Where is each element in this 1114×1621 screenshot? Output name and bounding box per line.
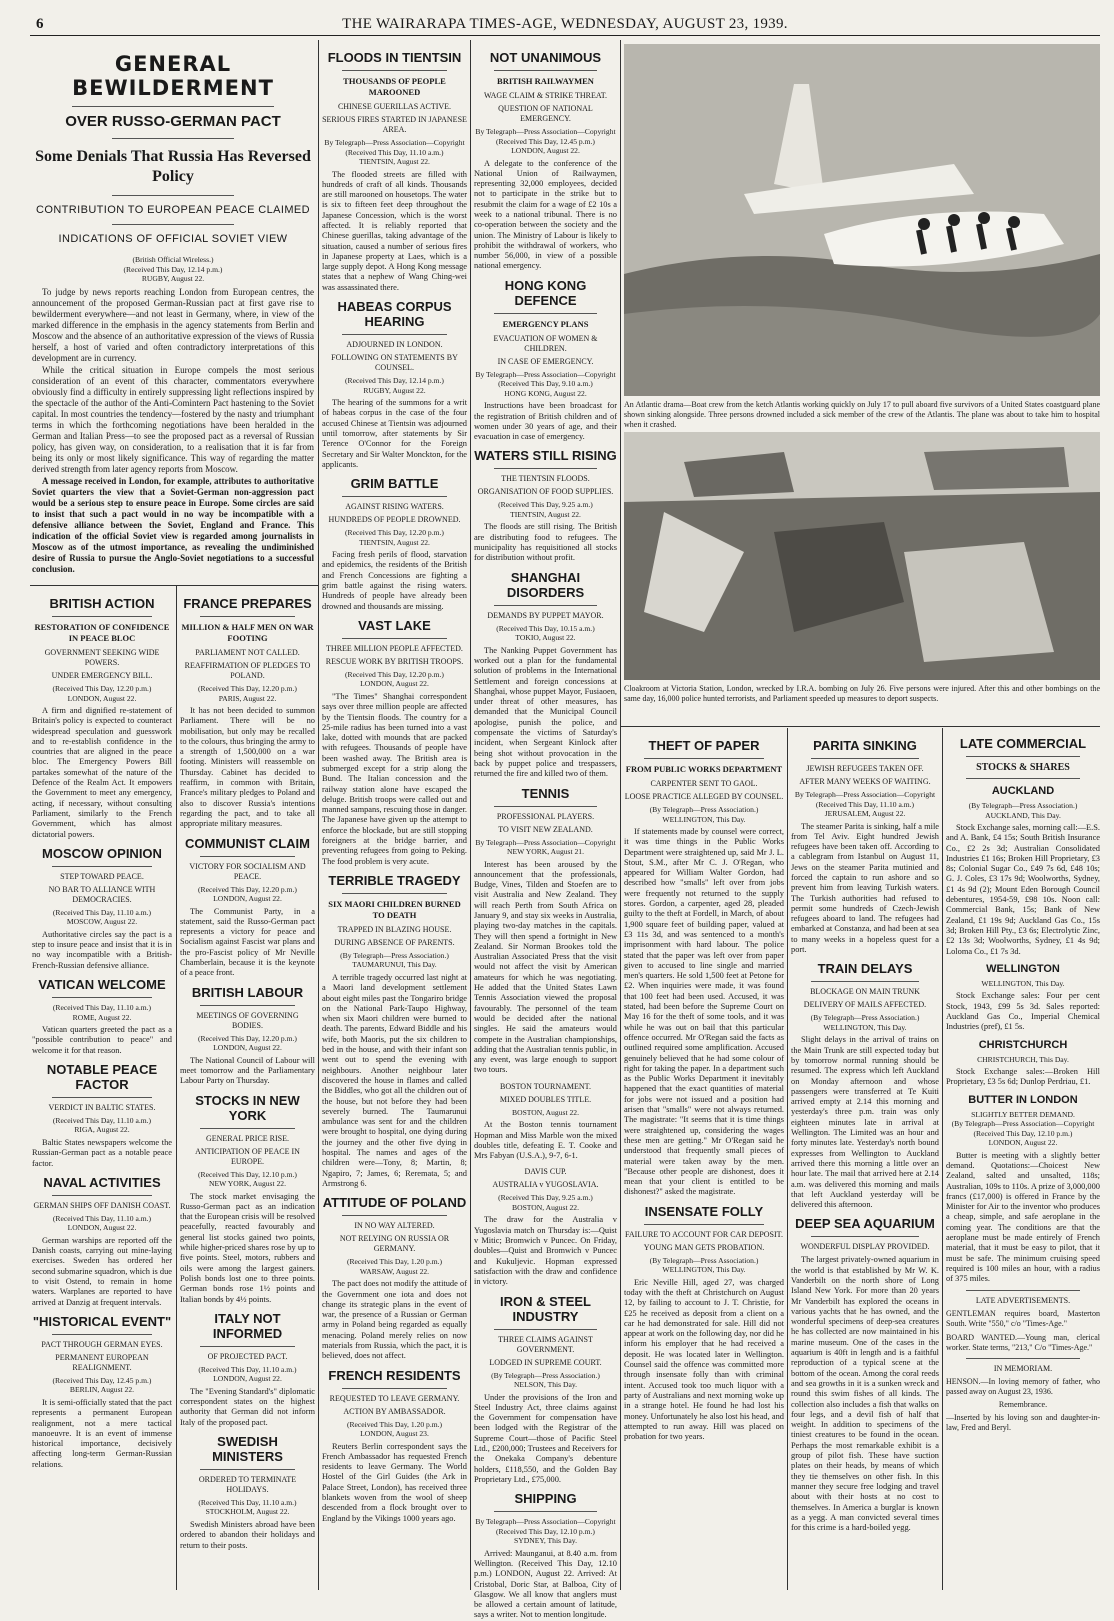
divider <box>342 1215 447 1216</box>
lead-body <box>32 287 314 575</box>
article-deck: VICTORY FOR SOCIALISM AND PEACE. <box>189 861 306 881</box>
article <box>322 618 467 867</box>
article-deck: WAGE CLAIM & STRIKE THREAT. <box>483 91 608 100</box>
article-deck: LOOSE PRACTICE ALLEGED BY COUNSEL. <box>624 792 784 801</box>
article-subhead: BRITISH RAILWAYMEN <box>497 76 594 86</box>
article-body: The Communist Party, in a statement, said the Russo-German pact represents a victory for peace and Socialism against Fascist war plans and the pro-Fascist policy of Mr Neville Chamberlain, because it is the keynote of a peace front. <box>180 906 315 978</box>
article-deck: DELIVERY OF MAILS AFFECTED. <box>803 1000 927 1010</box>
article-headline: NAVAL ACTIVITIES <box>43 1174 161 1190</box>
divider <box>200 856 295 857</box>
article-deck: THREE CLAIMS AGAINST GOVERNMENT. <box>498 1334 593 1354</box>
article-body: The flooded streets are filled with hundreds of craft of all kinds. Thousands are still marooned on housetops. The water is six to fifteen feet deep throughout the Japanese Concession, which is the worst affected. It is reliably reported that Chinese guerillas, taking advantage of the situation, caused a number of serious fires in Japanese property at Laes, which is a large supply depot. A Hong Kong message states that a nephew of Wang Ching-wei was assassinated there. <box>322 169 467 292</box>
article <box>180 985 315 1087</box>
divider <box>200 1005 295 1006</box>
article <box>180 1093 315 1305</box>
article-dateline: BOSTON, August 22. <box>512 1107 579 1117</box>
article-headline: BRITISH LABOUR <box>191 984 304 1000</box>
article-dateline: (Received This Day, 11.10 a.m.) LONDON, August 22. <box>198 1364 297 1384</box>
article-body: Baltic States newspapers welcome the Russian-German pact as a notable peace factor. <box>32 1137 172 1168</box>
column-rule <box>318 40 319 1590</box>
article-headline: PARITA SINKING <box>813 738 917 753</box>
article <box>624 738 784 1198</box>
divider <box>494 1511 597 1512</box>
column-rule <box>176 585 177 1590</box>
divider <box>811 1236 919 1237</box>
article-dateline: (Received This Day, 11.10 a.m.) LONDON, August 22. <box>52 1213 152 1233</box>
article <box>474 786 617 1076</box>
article-deck: ADJOURNED IN LONDON. <box>346 340 443 350</box>
article-deck: ORDERED TO TERMINATE HOLIDAYS. <box>198 1474 297 1494</box>
article-body: Eric Neville Hill, aged 27, was charged today with the theft at Christchurch on August 12, by failing to account to J. T. Christie, for £25 he received as deposit from a client on a car he had demonstrated for sale. Hill did not appear at work on the following day, nor did he inform his employer that he had received a deposit. He was located later in Wellington. Counsel said the offence was committed more through insensate folly than with criminal intent. Accused took too much liquor with a party of Australians and next morning woke up in a strange hotel. He found he had lost his money. Unfortunately he also lost his head, and attempted to run away. Hill was placed on probation for two years. <box>624 1277 784 1442</box>
article-dateline: (Received This Day, 11.10 a.m.) MOSCOW, August 22. <box>52 907 152 927</box>
article <box>474 50 617 272</box>
masthead <box>30 14 1100 36</box>
commercial-body: Stock Exchange sales:—Broken Hill Proprietary, £3 5s 6d; Dunlop Perdriau, £1. <box>946 1067 1100 1087</box>
article-headline: FRENCH RESIDENTS <box>328 1367 461 1383</box>
lead-story <box>32 44 314 584</box>
article <box>32 1314 172 1470</box>
divider <box>52 1334 152 1335</box>
commercial-body: Butter is meeting with a slightly better demand. Quotations:—Choicest New Zealand, salted and unsalted, 118s; Australian, 109s to 110s. A prize of 3,000,000 francs (£17,000) is offered in France by the Minister for Air to the inventor who produces a cheap, simple, and safe aeroplane in the coming year. The conditions are that the aeroplane must be made entirely of French material, that it must be easy to pilot, that it must be safe. The minimum cruising speed required is 100 miles an hour, with a radius of 375 miles. <box>946 1150 1100 1284</box>
article-dateline: (Received This Day, 11.10 a.m.) STOCKHOLM, August 22. <box>198 1497 297 1517</box>
article-headline: BRITISH ACTION <box>49 596 155 611</box>
article-headline: ITALY NOT INFORMED <box>212 1310 283 1341</box>
article <box>180 836 315 979</box>
lead-deck: Some Denials That Russia Has Reversed Policy <box>35 148 311 185</box>
commercial-body: Stock Exchange sales, morning call:—E.S. and A. Bank, £4 15s; South British Insurance Co., £2 2s 3d; Australian Consolidated Industries £1 16s; Broken Hill Proprietary, £3 8s; Colonial Sugar Co., £49 7s 6d, £48 10s; G. J. Coles, £3 17s 9d; Woolworths, Sydney, £1 4s 9d (2); Mount Eden Borough Council debentures, 1954-59, £98 10s. Noon call: Commercial Bank, 15s; Bank of New Zealand, £1 19s 9d; Auckland Gas Co., 15s 3d; Broken Hill Pty., £3 6s; Electrolytic Zinc, £2 13s 3d; Woolworths, Sydney, £1 4s 9d; Loloma Co., £1 7s 3d. <box>946 823 1100 956</box>
article-dateline: (Received This Day, 12.14 p.m.) RUGBY, August 22. <box>345 376 444 395</box>
divider <box>52 616 152 617</box>
article-body: Swedish Ministers abroad have been ordered to abandon their holidays and return to their posts. <box>180 1519 315 1550</box>
page-number: 6 <box>36 16 44 32</box>
article-body: Interest has been aroused by the announcement that the professionals, Budge, Vines, Tilden and Stoefen are to visit Australia and New Zealand. They will reach Perth from South Africa on January 9, and stay six weeks in Australia, playing two-day matches in the capitals. They will then spend a fortnight in New Zealand. Sir Norman Brookes told the Australian Associated Press that the visit would not affect the visit by American amateurs for which he was negotiating. He added that the United States Lawn Tennis Association viewed the proposal favourably. The personnel of the team would be decided after the national singles. He said the amateurs would compete in the Australian championships, adding that the Australian tennis public, in any event, was large enough to support two tours. <box>474 859 617 1075</box>
article-body: Facing fresh perils of flood, starvation and epidemics, the residents of the British and French Concessions are fighting a grim battle against the rising waters. Hundreds of people have already been drowned and thousands are missing. <box>322 550 467 611</box>
article-deck: FAILURE TO ACCOUNT FOR CAR DEPOSIT. <box>625 1229 783 1239</box>
article-headline: SHIPPING <box>514 1491 577 1507</box>
article-subhead: FROM PUBLIC WORKS DEPARTMENT <box>625 764 783 774</box>
article-headline: DEEP SEA AQUARIUM <box>795 1216 935 1232</box>
article-headline: IRON & STEEL INDUSTRY <box>499 1293 591 1324</box>
column-2 <box>180 590 315 1593</box>
article <box>180 596 315 830</box>
article-body: The National Council of Labour will meet tomorrow and the Parliamentary Labour Party on Thursday. <box>180 1055 315 1086</box>
article-deck: FOLLOWING ON STATEMENTS BY COUNSEL. <box>331 353 458 373</box>
article-headline: HONG KONG DEFENCE <box>504 277 587 308</box>
divider <box>494 1329 597 1330</box>
article-deck: ANTICIPATION OF PEACE IN EUROPE. <box>195 1146 300 1166</box>
article-deck: IN CASE OF EMERGENCY. <box>497 356 594 366</box>
article-body: The hearing of the summons for a writ of habeas corpus in the case of the four accused Chinese at Tientsin was adjourned until tomorrow, after statements by Sir Terence O'Connor for the Foreign Secretary and Sir Walter Monckton, for the applicants. <box>322 398 467 469</box>
commercial-dateline: CHRISTCHURCH, This Day. <box>977 1054 1069 1064</box>
article-body: At the Boston tennis tournament Hopman and Miss Marble won the mixed doubles title, defeating E. T. Cooke and Mrs Fabyan (U.S.A.), 9-7, 6-1. <box>474 1120 617 1161</box>
divider <box>200 1469 295 1470</box>
article-subhead: MILLION & HALF MEN ON WAR FOOTING <box>181 622 314 643</box>
article-headline: WATERS STILL RISING <box>474 448 617 464</box>
article-body: The draw for the Australia v Yugoslavia match on Thursday is:—Quist v Mitic; Bromwich v Puncec. On Friday, doubles—Quist and Bromwich v Puncec and Kukuljevic. Hopman expressed satisfaction with the draw and confidence in victory. <box>474 1215 617 1287</box>
divider <box>644 758 764 759</box>
article-deck: JEWISH REFUGEES TAKEN OFF. <box>806 764 924 773</box>
article-headline: COMMUNIST CLAIM <box>185 835 310 851</box>
article <box>322 1368 467 1524</box>
commercial-heading: AUCKLAND <box>991 785 1055 797</box>
divider <box>52 1195 152 1196</box>
late-commercial-heading: LATE COMMERCIAL <box>959 736 1087 751</box>
article-body: The pact does not modify the attitude of the Government one iota and does not change its strategic plans in the event of war, the presence of a Russian or German army in Poland being regarded as equally menacing. Poland merely relies on now materials from Russia, which the pact, it is believed, does not affect. <box>322 1279 467 1361</box>
article-body: The floods are still rising. The British are distributing food to refugees. The municipality has requisitioned all stocks for distribution without profit. <box>474 522 617 563</box>
article-body: The largest privately-owned aquarium in the world is that established by Mr W. K. Vanderbilt on the north shore of Long Island New York. For more than 20 years Mr Vanderbilt has explored the oceans in various yachts that he has owned, and the wonderful specimens of deep-sea creatures he has collected are now maintained in his marine museum. One of the cases in the aquarium is 40ft in length and is a faithful reproduction of a typical scene at the bottom of the ocean. Among the coral reeds and sea growths in it is a sunken wreck and round this swim fishes of all kinds. The collection also includes a fish that walks on four legs, and a devil fish of half that weight. In addition to specimens of the tiniest creatures to be found in the ocean. Perhaps the most remarkable exhibit is a group of pilot fish. These have suction plates on their heads, by means of which they tie themselves on other fish. In this manner they secure free lodging and travel about with their hosts at no cost to themselves. In America a burglar is known as a yegg. A man convicted several times for this crime is a hard-boiled yegg. <box>791 1255 939 1533</box>
article-deck: GERMAN SHIPS OFF DANISH COAST. <box>33 1200 171 1210</box>
column-6 <box>791 732 939 1593</box>
article-deck: PROFESSIONAL PLAYERS. <box>496 811 595 821</box>
article-headline: TENNIS <box>521 785 570 801</box>
lead-paragraph: A message received in London, for example, attributes to authoritative Soviet quarters the view that a Soviet-German non-aggression pact would be a serious step to ensure peace in Europe. Some circles are said to insist that such a pact would in no way be incompatible with a defensive alliance between the Soviet, England and France. This indication of the official Soviet view is regarded among journalists in Moscow as of the utmost importance, as revealing the undiminished desire of Russia to pursue the Anglo-Soviet negotiations to a successful conclusion. <box>32 475 314 574</box>
article-dateline: (Received This Day, 9.25 a.m.) BOSTON, August 22. <box>498 1193 593 1212</box>
article <box>322 50 467 293</box>
article-body: A delegate to the conference of the National Union of Railwaymen, representing 32,000 employees, decided not to participate in the strike but to resubmit the claim for a wage of £2 10s a week to a national tribunal. There is no co-operation between the society and the union. The Ministry of Labour is likely to prohibit the withdrawal of workers, who number 56,000, in view of a possible national emergency. <box>474 158 617 271</box>
divider <box>52 866 152 867</box>
article-body: It is semi-officially stated that the pact represents a permanent European realignment, not a mere tactical manoeuvre. It is an event of immense historical importance, decisively affecting long-term German-Russian relations. <box>32 1397 172 1469</box>
article-headline: MOSCOW OPINION <box>42 845 162 861</box>
article-deck: RESCUE WORK BY BRITISH TROOPS. <box>325 656 464 666</box>
article-body: Slight delays in the arrival of trains on the Main Trunk are still expected today but by tomorrow normal running should be resumed. The express which left Auckland on Monday afternoon and whose passengers were transferred at Te Kuiti arrived empty at 2.14 this morning and yesterday's three p.m. train was only eighteen minutes late in arrival at Wellington. The Limited was an hour and forty minutes late. Yesterday's north bound expresses from Wellington to Auckland arrived there this morning a little over an hour late. The mail that arrived here at 2.14 a.m. was delivered this morning and mails that left Auckland yesterday will be delivered this afternoon. <box>791 1035 939 1210</box>
article-dateline: (Received This Day, 9.25 a.m.) TIENTSIN, August 22. <box>498 500 593 519</box>
article-deck: CHINESE GUERILLAS ACTIVE. <box>337 102 452 111</box>
article-deck: REQUESTED TO LEAVE GERMANY. <box>329 1393 460 1403</box>
article-deck: OF PROJECTED PACT. <box>207 1351 288 1361</box>
article <box>474 1082 617 1162</box>
article-deck: AGAINST RISING WATERS. <box>345 502 444 512</box>
article-deck: GENERAL PRICE RISE. <box>205 1133 290 1143</box>
lead-paragraph: To judge by news reports reaching London from European centres, the announcement of the proposed German-Russian pact at first gave rise to bewilderment everywhere—and not least in Germany, where, in view of the marked difference in the emphasis in the agency statements from Berlin and Moscow and the absence of an authoritative expression of the views of Russia herself, a host of varied and often contradictory interpretations of this development are in currency. <box>32 286 314 363</box>
article-dateline: (By Telegraph—Press Association.) WELLINGTON, This Day. <box>810 1013 920 1032</box>
article-headline: "HISTORICAL EVENT" <box>32 1313 172 1329</box>
article-dateline: By Telegraph—Press Association—Copyright (Received This Day, 9.10 a.m.) HONG KONG, August 22. <box>475 369 616 398</box>
lead-deck-3: INDICATIONS OF OFFICIAL SOVIET VIEW <box>58 233 288 245</box>
article <box>474 570 617 780</box>
article-body: The Nanking Puppet Government has worked out a plan for the fundamental solution of problems in the International Settlement and foreign concessions at Shanghai, whose puppet Mayor, Fusiaoen, under threat of other measures, has demanded that the Municipal Council apologise, punish the police, and compensate the victims of Saturday's incident, when Sergeant Kinlock after being shot without provocation in the back by puppet police and trespassers, returned the fire and killed two of them. <box>474 645 617 779</box>
column-3 <box>322 44 467 1593</box>
article-dateline: (By Telegraph—Press Association.) WELLINGTON, This Day. <box>649 805 759 824</box>
article-deck: UNDER EMERGENCY BILL. <box>51 671 153 680</box>
commercial-body: Stock Exchange sales: Four per cent Stock, 1943, £99 5s 3d. Sales reported: Auckland Gas Co., Imperial Chemical Industries (pref), £1 5s. <box>946 991 1100 1032</box>
article-headline: TERRIBLE TRAGEDY <box>328 872 461 888</box>
divider <box>342 70 447 71</box>
article-headline: NOT UNANIMOUS <box>489 50 602 65</box>
column-1 <box>32 590 172 1593</box>
article-body: The steamer Parita is sinking, half a mile from Tel Aviv. Eight hundred Jewish refugees have been taken off. According to a cablegram from Istanbul on August 11, Jews on the steamer Parita mutinied and forced the captain to run ashore and so prevent him from leaving Turkish waters. The Turkish authorities had refused to permit some hundreds of Czech-Jewish refugees aboard to land. The refugees had embarked at Constanza, and had been at sea to many weeks in a hopeless quest for a port. <box>791 821 939 955</box>
article-dateline: (Received This Day, 12.20 p.m.) LONDON, August 22. <box>198 884 297 904</box>
column-7 <box>946 732 1100 1593</box>
article-deck: EVACUATION OF WOMEN & CHILDREN. <box>493 333 598 353</box>
article-dateline: (Received This Day, 12.45 p.m.) BERLIN, August 22. <box>52 1375 152 1395</box>
article <box>32 846 172 971</box>
article <box>32 1175 172 1308</box>
article-body: The stock market envisaging the Russo-German pact as an indication that the European crisis will be resolved peacefully, reacted favourably and general list stocks gained two points, while higher-priced shares rose by up to five points. Steel, motors, rubbers and oils were among the largest gainers. Polish bonds lost one to three points. German bonds rose 1½ points and Italian bonds by 4½ points. <box>180 1191 315 1304</box>
article-dateline: By Telegraph—Press Association—Copyright (Received This Day, 12.45 p.m.) LONDON, August 22. <box>475 127 616 155</box>
article <box>474 1491 617 1621</box>
divider <box>200 1346 295 1347</box>
divider <box>494 70 597 71</box>
column-4 <box>474 44 617 1620</box>
article-deck: NOT RELYING ON RUSSIA OR GERMANY. <box>339 1234 450 1254</box>
article-deck: MEETINGS OF GOVERNING BODIES. <box>196 1010 299 1030</box>
article-dateline: By Telegraph—Press Association—Copyright (Received This Day, 12.10 p.m.) SYDNEY, This Day. <box>475 1517 616 1546</box>
article <box>322 476 467 612</box>
article-body: It has not been decided to summon Parliament. There will be no mobilisation, but only may be recalled to the colours, thus bringing the army to a strength of 1,500,000 on a war footing. Ministers will reassemble on Thursday. Cabinet has decided to reaffirm, in common with Britain, France's military pledges to Poland and also to discover Russia's intentions regarding the pact, and to take all appropriate military measures. <box>180 706 315 829</box>
article-deck: REAFFIRMATION OF PLEDGES TO POLAND. <box>184 661 311 680</box>
article-deck: STEP TOWARD PEACE. <box>60 871 144 881</box>
article <box>32 596 172 840</box>
article-body: Reuters Berlin correspondent says the French Ambassador has requested French residents to leave Germany. The World Hostel of the Girl Guides (the Ark in Palace Street, London), has received three blankets woven from the wool of sheep descended from a flock brought over to England by the Vikings 1000 years ago. <box>322 1441 467 1523</box>
memoriam-heading: IN MEMORIAM. <box>993 1363 1053 1373</box>
article <box>322 299 467 470</box>
article <box>624 1204 784 1443</box>
article <box>32 977 172 1056</box>
article-deck: PACT THROUGH GERMAN EYES. <box>41 1339 163 1349</box>
article-body: "The Times" Shanghai correspondent says over three million people are affected by the Tientsin floods. The country for a 25-mile radius has been turned into a vast lake, dotted with mounds that are packed with refugees. Thousands of people have been washed away. The British area is submerged except for a strip along the Bund. The Italian concession and the railway station alone have escaped the deluge. British troops were called out and manned sampans, rescuing those in danger. The Japanese have given up the attempt to enforce the blockade, but are still stopping foreigners at the bridge barrier, and preventing refugees from going to Peking. The food problem is very acute. <box>322 691 467 866</box>
article-deck: BOSTON TOURNAMENT. <box>500 1081 591 1091</box>
article-dateline: (Received This Day, 12.20 p.m.) LONDON, August 22. <box>52 684 152 703</box>
article-body: A terrible tragedy occurred last night at a Maori land development settlement about eight miles past the Tongariro bridge on the National Park-Taupo Highway, when six Maori children were burned to death. The parents, Edward Biddle and his wife, both Maoris, put the six children to bed in the house, and with their infant son went out to spend the evening with neighbours. Another neighbour later discovered the house in flames and called the Biddles, who got all the children out of the house, but not before they had been severely burned. The Taumarunui ambulance was sent for and the children were brought to hospital, one dying during the journey and the other five dying in hospital. The names and ages of the children were—Tony, 8; Martin, 8; Ngapiro, 7; James, 6; Reremata, 5; and Armstrong 6. <box>322 972 467 1188</box>
divider <box>342 893 447 894</box>
article-deck: THE TIENTSIN FLOODS. <box>501 474 590 484</box>
article <box>474 1167 617 1287</box>
memoriam-signature: —Inserted by his loving son and daughter-in-law, Fred and Beryl. <box>946 1412 1100 1432</box>
commercial-sections <box>946 785 1100 1285</box>
article <box>791 738 939 955</box>
commercial-heading: BUTTER IN LONDON <box>968 1093 1078 1106</box>
article-dateline: (Received This Day, 10.15 a.m.) TOKIO, August 22. <box>496 623 595 643</box>
article-headline: HABEAS CORPUS HEARING <box>337 299 452 330</box>
article-subhead: EMERGENCY PLANS <box>502 318 589 329</box>
article-body: Vatican quarters greeted the pact as a "possible contribution to peace" and welcome it for that reason. <box>32 1025 172 1055</box>
commercial-dateline: SLIGHTLY BETTER DEMAND. (By Telegraph—Press Association—Copyright (Received This Day, 12.10 p.m.) LONDON, August 22. <box>951 1109 1095 1148</box>
article-subhead: THOUSANDS OF PEOPLE MAROONED <box>343 76 446 97</box>
classified-ad: BOARD WANTED.—Young man, clerical worker. State terms, "213," C/o "Times-Age." <box>946 1332 1100 1352</box>
article-headline: GRIM BATTLE <box>350 476 439 492</box>
divider <box>200 1128 295 1129</box>
article-deck: BLOCKAGE ON MAIN TRUNK <box>810 987 920 997</box>
column-rule <box>787 728 788 1590</box>
article <box>322 1195 467 1361</box>
article-dateline: (Received This Day, 12.20 p.m.) TIENTSIN, August 22. <box>345 528 444 547</box>
article-deck: QUESTION OF NATIONAL EMERGENCY. <box>498 104 593 123</box>
article <box>474 1294 617 1486</box>
article-dateline: (By Telegraph—Press Association.) NELSON, This Day. <box>491 1370 600 1389</box>
article-headline: NOTABLE PEACE FACTOR <box>46 1061 158 1092</box>
article-dateline: (Received This Day, 12.10 p.m.) NEW YORK, August 22. <box>198 1169 297 1189</box>
article-dateline: (Received This Day, 12.20 p.m.) LONDON, August 22. <box>345 669 444 689</box>
article-headline: FRANCE PREPARES <box>183 596 312 611</box>
section-rule <box>620 726 1100 727</box>
column-rule <box>620 40 621 1590</box>
article-headline: THEFT OF PAPER <box>648 738 760 753</box>
article-deck: AUSTRALIA v YUGOSLAVIA. <box>492 1180 599 1190</box>
photo-atlantic-rescue <box>624 44 1100 396</box>
article-subhead: SIX MAORI CHILDREN BURNED TO DEATH <box>328 898 461 920</box>
article-headline: ATTITUDE OF POLAND <box>322 1195 467 1211</box>
article-deck: DEMANDS BY PUPPET MAYOR. <box>487 610 604 620</box>
article-deck: YOUNG MAN GETS PROBATION. <box>643 1242 765 1252</box>
article-body: German warships are reported off the Danish coasts, carrying out mine-laying exercises. Sweden has ordered her second submarine squadron, which is due to visit Ostend, to remain in home waters. Warplanes are reported to have arrived at Danzig at frequent intervals. <box>32 1235 172 1307</box>
lead-headline: GENERAL BEWILDERMENT <box>72 52 274 100</box>
article-dateline: (Received This Day, 1.20 p.m.) LONDON, August 23. <box>346 1419 443 1439</box>
article-headline: STOCKS IN NEW YORK <box>195 1092 300 1123</box>
article-dateline: (Received This Day, 11.10 a.m.) ROME, August 22. <box>52 1003 152 1022</box>
article-body: Authoritative circles say the pact is a step to insure peace and insist that it is in no way incompatible with a British-French-Russian defensive alliance. <box>32 929 172 970</box>
article <box>180 1311 315 1428</box>
article-deck: LODGED IN SUPREME COURT. <box>489 1357 602 1367</box>
article-dateline: (By Telegraph—Press Association.) TAUMARUNUI, This Day. <box>340 950 449 970</box>
article-dateline: (Received This Day, 1.20 p.m.) WARSAW, August 22. <box>346 1257 443 1276</box>
article <box>474 448 617 563</box>
lead-paragraph: While the critical situation in Europe compels the most serious consideration of an event of this character, commentators everywhere obviously find a difficulty in entirely suppressing light reflections inspired by the spectacle of the author of the Anti-Comintern Pact hastening to the Soviet capital. In most countries the tendency—fostered by the nasty and triumphant terms in which the forthcoming negotiations have been heralded in the German and Italian Press—to see the proposed pact as a reversal of Russian policy, has given way, on consideration, to a realisation that it is far from being its only or most likely significance. This way of regarding the matter derived strength from later agency reports from Moscow. <box>32 364 314 474</box>
divider <box>342 638 447 639</box>
commercial-heading: WELLINGTON <box>986 962 1060 975</box>
article-deck: DURING ABSENCE OF PARENTS. <box>334 937 455 947</box>
divider <box>811 981 919 982</box>
divider <box>494 313 597 314</box>
divider <box>494 468 597 469</box>
article-deck: PARLIAMENT NOT CALLED. <box>195 648 300 657</box>
photo-atlantic-caption: An Atlantic drama—Boat crew from the ketch Atlantis working quickly on July 17 to pull aboard five survivors of a United States coastguard plane shown sinking alongside. Three persons drowned included a sick member of the crew of the Atlantis. The plane was about to take him to hospital when it crashed. <box>624 400 1100 429</box>
column-rule <box>470 40 471 1590</box>
article-deck: PERMANENT EUROPEAN REALIGNMENT. <box>55 1352 149 1372</box>
article-deck: IN NO WAY ALTERED. <box>354 1221 435 1231</box>
newspaper-title: THE WAIRARAPA TIMES-AGE, WEDNESDAY, AUGUST 23, 1939. <box>342 16 788 32</box>
divider <box>52 1097 152 1098</box>
memoriam-notice: HENSON.—In loving memory of father, who passed away on August 23, 1936. <box>946 1376 1100 1396</box>
photo-victoria-station-image <box>624 432 1100 680</box>
article <box>180 1434 315 1551</box>
article-deck: GOVERNMENT SEEKING WIDE POWERS. <box>44 648 160 667</box>
article <box>791 1216 939 1533</box>
article-body: The "Evening Standard's" diplomatic correspondent states on the highest authority that German did not inform Italy of the proposed pact. <box>180 1386 315 1427</box>
article-deck: HUNDREDS OF PEOPLE DROWNED. <box>328 515 461 525</box>
article-deck: NO BAR TO ALLIANCE WITH DEMOCRACIES. <box>48 884 156 904</box>
column-5 <box>624 732 784 1593</box>
commercial-heading: CHRISTCHURCH <box>978 1038 1068 1051</box>
photo-victoria-caption: Cloakroom at Victoria Station, London, wrecked by I.R.A. bombing on July 26. Five persons were injured. After this and other bombings on the same day, 16,000 police hunted terrorists, and Parliament speeded up measures to deport suspects. <box>624 684 1100 703</box>
late-ads-heading: LATE ADVERTISEMENTS. <box>975 1295 1071 1305</box>
section-rule <box>30 585 318 586</box>
article-deck: AFTER MANY WEEKS OF WAITING. <box>799 777 931 786</box>
article-deck: ACTION BY AMBASSADOR. <box>343 1406 446 1416</box>
classified-ad: GENTLEMAN requires board, Masterton South. Write "550," c/o "Times-Age." <box>946 1308 1100 1328</box>
photo-atlantic-rescue-image <box>624 44 1100 396</box>
divider <box>342 334 447 335</box>
article-dateline: By Telegraph—Press Association—Copyright (Received This Day, 11.10 a.m.) JERUSALEM, August 22. <box>794 790 936 818</box>
article-deck: DAVIS CUP. <box>524 1167 567 1177</box>
article-deck: ORGANISATION OF FOOD SUPPLIES. <box>477 487 614 497</box>
divider <box>200 616 295 617</box>
article-headline: TRAIN DELAYS <box>817 961 913 977</box>
article-deck: VERDICT IN BALTIC STATES. <box>48 1102 156 1112</box>
divider <box>494 806 597 807</box>
column-rule <box>942 728 943 1590</box>
divider <box>644 1224 764 1225</box>
article-deck: TRAPPED IN BLAZING HOUSE. <box>337 924 452 934</box>
article-dateline: (Received This Day, 12.20 p.m.) LONDON, August 22. <box>198 1033 297 1053</box>
article-body: A firm and dignified re-statement of Britain's policy is expected to counteract widespread speculation and guesswork and to re-establish confidence in the countries that are aligned in the peace bloc. The Emergency Powers Bill partakes somewhat of the nature of the Defence of the Realm Act. It empowers the Government to meet any emergency, acting, if necessary, without consulting Parliament, similarly to the French Government, which has almost dictatorial powers. <box>32 706 172 839</box>
article-deck: WONDERFUL DISPLAY PROVIDED. <box>800 1242 930 1252</box>
article <box>791 961 939 1210</box>
article-dateline: (Received This Day, 11.10 a.m.) RIGA, August 22. <box>52 1115 152 1135</box>
article-dateline: (By Telegraph—Press Association.) WELLINGTON, This Day. <box>649 1255 759 1275</box>
article-deck: CARPENTER SENT TO GAOL. <box>650 779 758 788</box>
article-subhead: RESTORATION OF CONFIDENCE IN PEACE BLOC <box>34 622 170 643</box>
article <box>32 1062 172 1169</box>
article-headline: SHANGHAI DISORDERS <box>506 569 585 600</box>
commercial-dateline: (By Telegraph—Press Association.) AUCKLAND, This Day. <box>968 801 1078 820</box>
article-deck: TO VISIT NEW ZEALAND. <box>498 824 593 834</box>
article-headline: VAST LAKE <box>358 617 431 633</box>
article-deck: MIXED DOUBLES TITLE. <box>499 1094 592 1104</box>
article-deck: THREE MILLION PEOPLE AFFECTED. <box>326 643 463 653</box>
lead-subtitle: OVER RUSSO-GERMAN PACT <box>65 113 281 130</box>
article-body: Instructions have been broadcast for the registration of British children and of women under 30 years of age, and their evacuation in case of emergency. <box>474 401 617 442</box>
article-dateline: (Received This Day, 12.20 p.m.) PARIS, August 22. <box>198 684 297 703</box>
article-body: If statements made by counsel were correct, it was time things in the Public Works Department were straightened up, said Mr J. L. Stout, S.M., after Mr C. J. O'Regan, who appeared for William Walter Gordon, had described how "smalls" left over from jobs were frequently not returned to the supply stores. Gordon, a carpenter, aged 28, pleaded guilty to the theft at Fordell, in March, of about 1,900 square feet of building paper, valued at £3 11s 3d, and was sentenced to a month's imprisonment with hard labour. The police stated that the paper was left over from paper given to accused to line single and married men's quarters. He sold 1,500 feet at Petone for £2. When inquiries were made, it was found that 100 feet had been used. Accused, it was stated, had been before the Supreme Court on May 16 for the theft of some tools, and it was while he was out on bail that this particular offence occurred. Mr O'Regan said the facts as outlined required some amplification. Accused genuinely believed that he had some colour of right for taking the paper. In a department such as the Public Works Department it inevitably happened that the exact quantities of material for jobs were not issued and a position had arisen that "smalls" were not always returned. The magistrate: "It seems that it is time things were straightened up, considering the wages these men are getting." Mr O'Regan said he understood that frequently small pieces of material were taken away by the men. "Because other people are dishonest, does it mean that your client is entitled to be dishonest?" asked the magistrate. <box>624 827 784 1197</box>
article-headline: FLOODS IN TIENTSIN <box>327 50 462 65</box>
article-headline: INSENSATE FOLLY <box>644 1203 764 1219</box>
divider <box>342 1388 447 1389</box>
lead-deck-2: CONTRIBUTION TO EUROPEAN PEACE CLAIMED <box>36 204 310 216</box>
divider <box>811 758 919 759</box>
article <box>322 873 467 1189</box>
commercial-dateline: WELLINGTON, This Day. <box>981 978 1065 988</box>
article-headline: VATICAN WELCOME <box>38 977 166 993</box>
article-dateline: By Telegraph—Press Association—Copyright (Received This Day, 11.10 a.m.) TIENTSIN, August 22. <box>324 138 465 166</box>
stocks-shares-heading: STOCKS & SHARES <box>976 762 1070 773</box>
divider <box>494 605 597 606</box>
article-headline: SWEDISH MINISTERS <box>212 1433 283 1464</box>
memoriam-line: Remembrance. <box>998 1399 1048 1409</box>
article-body: Arrived: Maunganui, at 8.40 a.m. from Wellington. (Received This Day, 12.10 p.m.) LONDON, August 22. Arrived: At Cristobal, Doric Star, at Balboa, City of Glasgow. We all know that anglers must be allowed a certain amount of latitude, says a writer. Not to mention longitude. <box>474 1548 617 1620</box>
article-body: Under the provisions of the Iron and Steel Industry Act, three claims against the Government for compensation have been lodged with the Registrar of the Supreme Court—those of Pacific Steel Ltd., £200,000; Trustees and Receivers for the Onekaka Company's debenture holders, £118,550, and the Golden Bay Proprietary Ltd., £75,000. <box>474 1392 617 1484</box>
photo-victoria-station <box>624 432 1100 680</box>
article <box>474 278 617 443</box>
article-deck: SERIOUS FIRES STARTED IN JAPANESE AREA. <box>322 115 467 134</box>
divider <box>52 997 152 998</box>
lead-credit: (British Official Wireless.) (Received This Day, 12.14 p.m.) RUGBY, August 22. <box>123 255 223 283</box>
article-dateline: By Telegraph—Press Association—Copyright NEW YORK, August 21. <box>475 837 616 856</box>
divider <box>342 496 447 497</box>
